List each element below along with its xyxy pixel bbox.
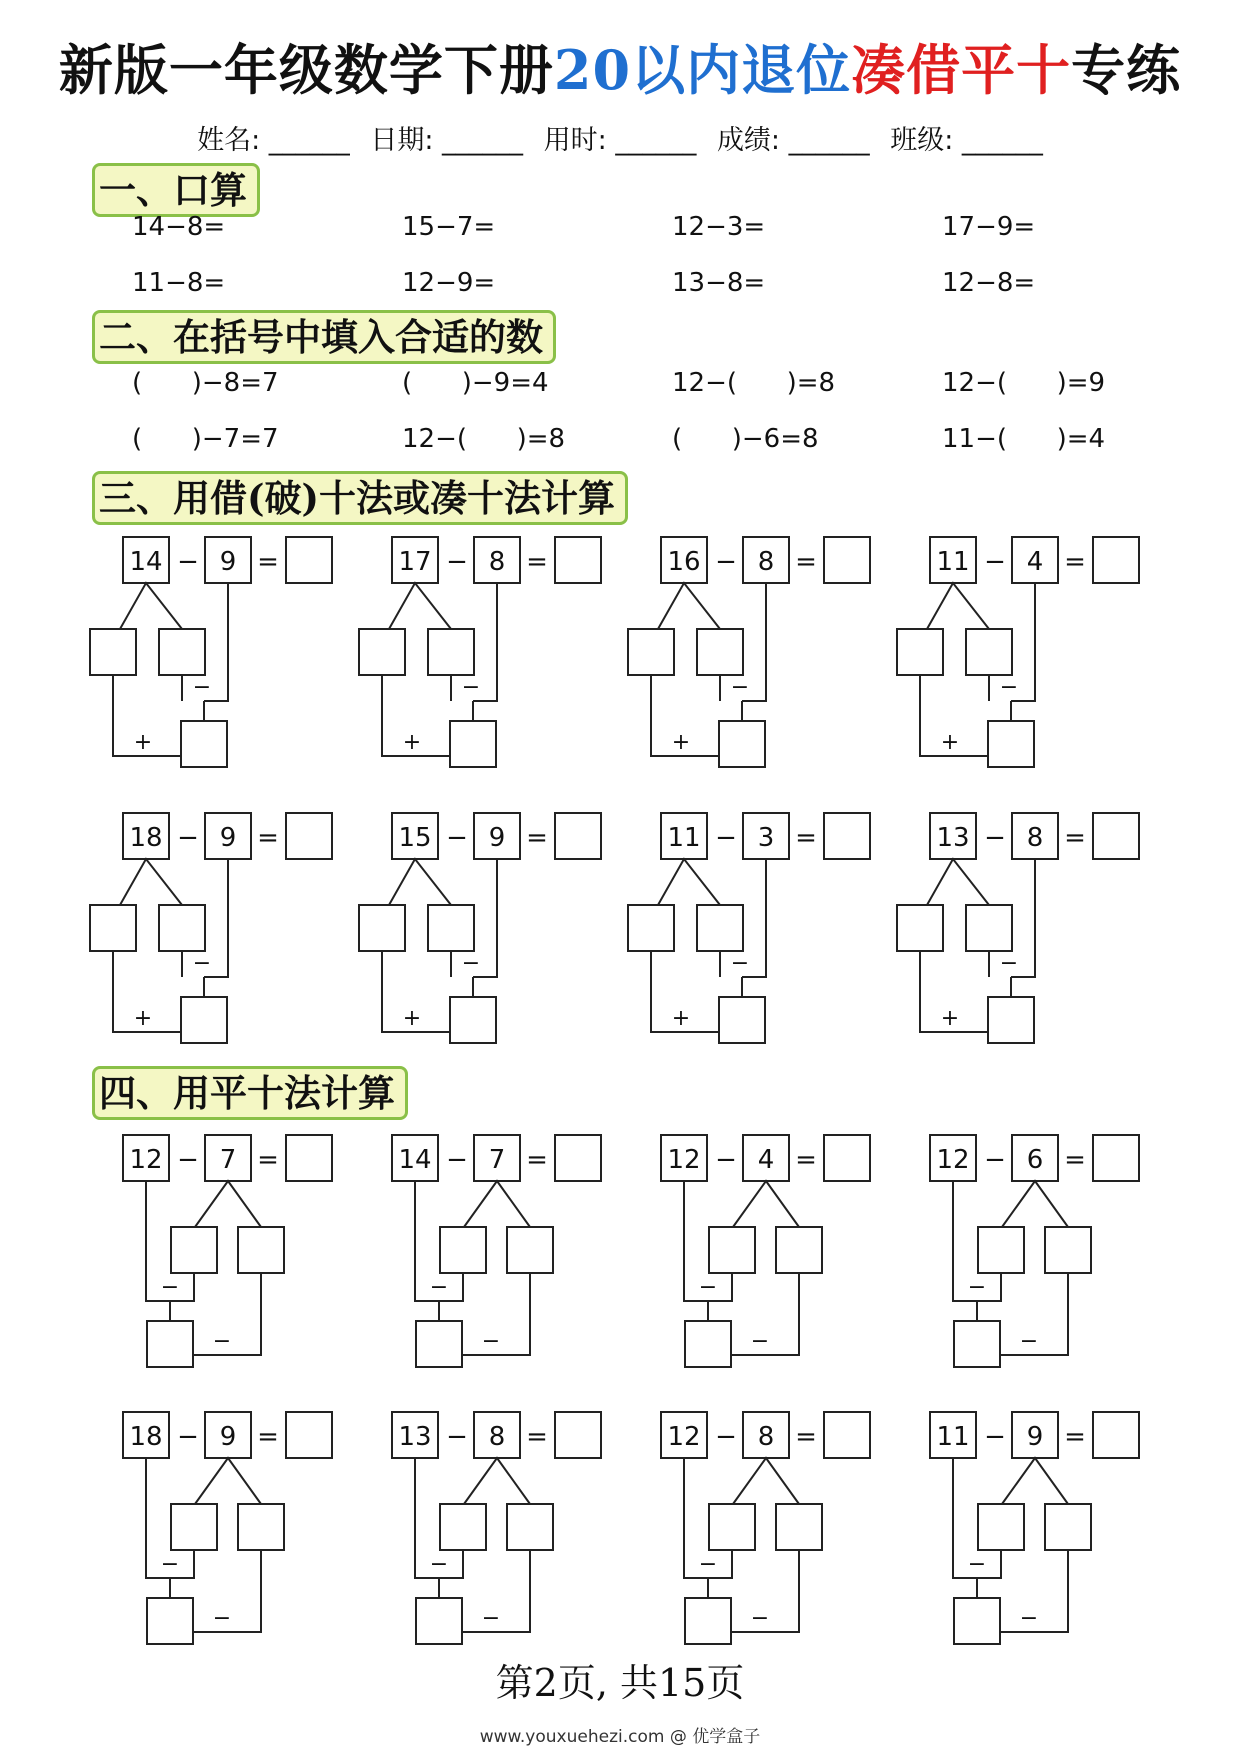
oral-question: 13−8= xyxy=(672,268,766,298)
split-box-right[interactable] xyxy=(697,629,743,675)
plus-sign: + xyxy=(133,1006,153,1031)
equals-sign: = xyxy=(795,1422,817,1452)
oral-question: 12−9= xyxy=(402,268,496,298)
minus-sign: − xyxy=(698,1275,718,1300)
subtrahend-number: 7 xyxy=(219,1145,237,1175)
plus-sign: + xyxy=(671,1006,691,1031)
intermediate-box[interactable] xyxy=(954,1598,1000,1644)
minus-sign: − xyxy=(461,951,481,976)
minus-sign: − xyxy=(212,1606,232,1631)
subtrahend-number: 8 xyxy=(1026,823,1044,853)
split-box-left[interactable] xyxy=(359,905,405,951)
fill-question: ( )−7=7 xyxy=(132,424,279,454)
split-box-right[interactable] xyxy=(1045,1504,1091,1550)
split-lines xyxy=(733,1458,799,1504)
minus-sign: − xyxy=(429,1275,449,1300)
equals-sign: = xyxy=(795,547,817,577)
plus-sign: + xyxy=(133,730,153,755)
info-score: 成绩: ______ xyxy=(716,125,870,156)
intermediate-box[interactable] xyxy=(685,1598,731,1644)
minus-sign: − xyxy=(212,1329,232,1354)
minuend-number: 12 xyxy=(667,1422,701,1452)
split-lines xyxy=(195,1181,261,1227)
section1-heading: 一、口算 xyxy=(92,163,260,217)
equals-sign: = xyxy=(257,1422,279,1452)
section3-heading: 三、用借(破)十法或凑十法计算 xyxy=(92,471,628,525)
minus-sign: − xyxy=(715,547,737,577)
answer-box[interactable] xyxy=(824,1135,870,1181)
fill-question: 12−( )=8 xyxy=(402,424,566,454)
minuend-number: 11 xyxy=(667,823,701,853)
intermediate-box[interactable] xyxy=(147,1321,193,1367)
minuend-number: 11 xyxy=(936,547,970,577)
answer-box[interactable] xyxy=(555,537,601,583)
title-part2: 20以内退位 xyxy=(553,38,852,102)
split-box-left[interactable] xyxy=(359,629,405,675)
intermediate-box[interactable] xyxy=(450,997,496,1043)
plus-sign: + xyxy=(940,730,960,755)
intermediate-box[interactable] xyxy=(416,1598,462,1644)
intermediate-box[interactable] xyxy=(147,1598,193,1644)
minus-sign: − xyxy=(984,1422,1006,1452)
intermediate-box[interactable] xyxy=(416,1321,462,1367)
site-credit: www.youxuehezi.com @ 优学盒子 xyxy=(479,1727,761,1747)
fill-question: ( )−8=7 xyxy=(132,368,279,398)
minuend-number: 12 xyxy=(667,1145,701,1175)
answer-box[interactable] xyxy=(286,1135,332,1181)
info-date: 日期: ______ xyxy=(370,125,524,156)
minus-sign: − xyxy=(177,547,199,577)
split-box-right[interactable] xyxy=(1045,1227,1091,1273)
answer-box[interactable] xyxy=(824,537,870,583)
subtrahend-number: 9 xyxy=(1026,1422,1044,1452)
minus-sign: − xyxy=(192,951,212,976)
minus-sign: − xyxy=(177,823,199,853)
answer-box[interactable] xyxy=(555,813,601,859)
equals-sign: = xyxy=(1064,1422,1086,1452)
fill-question: 11−( )=4 xyxy=(942,424,1106,454)
split-box-right[interactable] xyxy=(966,629,1012,675)
minuend-number: 12 xyxy=(129,1145,163,1175)
info-name: 姓名: ______ xyxy=(197,125,350,156)
split-box-left[interactable] xyxy=(897,629,943,675)
equals-sign: = xyxy=(526,547,548,577)
minus-sign: − xyxy=(160,1275,180,1300)
split-box-left[interactable] xyxy=(171,1227,217,1273)
oral-question: 11−8= xyxy=(132,268,226,298)
equals-sign: = xyxy=(257,547,279,577)
minuend-number: 14 xyxy=(129,547,163,577)
answer-box[interactable] xyxy=(1093,537,1139,583)
split-box-left[interactable] xyxy=(897,905,943,951)
minus-sign: − xyxy=(160,1552,180,1577)
split-lines xyxy=(464,1458,530,1504)
equals-sign: = xyxy=(526,1422,548,1452)
split-lines xyxy=(389,583,451,629)
subtrahend-number: 4 xyxy=(757,1145,775,1175)
minus-sign: − xyxy=(999,951,1019,976)
intermediate-box[interactable] xyxy=(988,721,1034,767)
subtrahend-number: 9 xyxy=(219,1422,237,1452)
minuend-number: 14 xyxy=(398,1145,432,1175)
answer-box[interactable] xyxy=(1093,1412,1139,1458)
intermediate-box[interactable] xyxy=(450,721,496,767)
fill-question: ( )−6=8 xyxy=(672,424,819,454)
minus-sign: − xyxy=(481,1329,501,1354)
section4-heading: 四、用平十法计算 xyxy=(92,1066,408,1120)
split-box-right[interactable] xyxy=(159,629,205,675)
subtrahend-number: 8 xyxy=(757,547,775,577)
equals-sign: = xyxy=(526,1145,548,1175)
minuend-number: 15 xyxy=(398,823,432,853)
minus-sign: − xyxy=(967,1275,987,1300)
answer-box[interactable] xyxy=(286,813,332,859)
minus-sign: − xyxy=(446,1145,468,1175)
intermediate-box[interactable] xyxy=(988,997,1034,1043)
minus-sign: − xyxy=(750,1606,770,1631)
split-box-left[interactable] xyxy=(90,905,136,951)
split-box-right[interactable] xyxy=(966,905,1012,951)
minuend-number: 16 xyxy=(667,547,701,577)
minus-sign: − xyxy=(1019,1329,1039,1354)
answer-box[interactable] xyxy=(1093,813,1139,859)
minus-sign: − xyxy=(984,823,1006,853)
minus-sign: − xyxy=(446,1422,468,1452)
minus-sign: − xyxy=(999,675,1019,700)
minus-sign: − xyxy=(698,1552,718,1577)
split-box-right[interactable] xyxy=(697,905,743,951)
minus-sign: − xyxy=(177,1422,199,1452)
subtrahend-number: 9 xyxy=(488,823,506,853)
minuend-number: 13 xyxy=(936,823,970,853)
oral-question: 15−7= xyxy=(402,212,496,242)
title-part4: 专练 xyxy=(1071,38,1182,102)
equals-sign: = xyxy=(526,823,548,853)
subtrahend-number: 6 xyxy=(1026,1145,1044,1175)
intermediate-box[interactable] xyxy=(954,1321,1000,1367)
minuend-number: 12 xyxy=(936,1145,970,1175)
intermediate-box[interactable] xyxy=(181,721,227,767)
oral-question: 12−8= xyxy=(942,268,1036,298)
split-box-right[interactable] xyxy=(507,1227,553,1273)
split-lines xyxy=(658,583,720,629)
split-box-right[interactable] xyxy=(238,1227,284,1273)
equals-sign: = xyxy=(257,1145,279,1175)
split-box-left[interactable] xyxy=(709,1227,755,1273)
minus-sign: − xyxy=(1019,1606,1039,1631)
equals-sign: = xyxy=(1064,1145,1086,1175)
plus-sign: + xyxy=(671,730,691,755)
split-box-right[interactable] xyxy=(507,1504,553,1550)
subtrahend-number: 9 xyxy=(219,823,237,853)
split-box-left[interactable] xyxy=(628,629,674,675)
subtrahend-number: 8 xyxy=(757,1422,775,1452)
minus-sign: − xyxy=(481,1606,501,1631)
answer-box[interactable] xyxy=(286,537,332,583)
split-box-left[interactable] xyxy=(90,629,136,675)
minuend-number: 17 xyxy=(398,547,432,577)
minuend-number: 18 xyxy=(129,1422,163,1452)
minus-sign: − xyxy=(446,823,468,853)
fill-question: ( )−9=4 xyxy=(402,368,549,398)
equals-sign: = xyxy=(1064,823,1086,853)
split-lines xyxy=(195,1458,261,1504)
plus-sign: + xyxy=(940,1006,960,1031)
minus-sign: − xyxy=(446,547,468,577)
split-box-left[interactable] xyxy=(171,1504,217,1550)
split-lines xyxy=(733,1181,799,1227)
split-box-right[interactable] xyxy=(776,1504,822,1550)
title-part1: 新版一年级数学下册 xyxy=(58,38,554,102)
answer-box[interactable] xyxy=(555,1412,601,1458)
intermediate-box[interactable] xyxy=(719,721,765,767)
minus-sign: − xyxy=(461,675,481,700)
minus-sign: − xyxy=(429,1552,449,1577)
split-lines xyxy=(927,859,989,905)
split-box-right[interactable] xyxy=(428,905,474,951)
minus-sign: − xyxy=(750,1329,770,1354)
split-box-left[interactable] xyxy=(440,1227,486,1273)
oral-question: 12−3= xyxy=(672,212,766,242)
info-time: 用时: ______ xyxy=(543,125,697,156)
subtrahend-number: 4 xyxy=(1026,547,1044,577)
split-lines xyxy=(927,583,989,629)
minus-sign: − xyxy=(730,951,750,976)
fill-question: 12−( )=8 xyxy=(672,368,836,398)
minuend-number: 13 xyxy=(398,1422,432,1452)
equals-sign: = xyxy=(257,823,279,853)
info-class: 班级: ______ xyxy=(890,125,1043,156)
split-box-left[interactable] xyxy=(628,905,674,951)
minus-sign: − xyxy=(967,1552,987,1577)
intermediate-box[interactable] xyxy=(719,997,765,1043)
minus-sign: − xyxy=(984,1145,1006,1175)
split-lines xyxy=(1002,1458,1068,1504)
subtrahend-number: 7 xyxy=(488,1145,506,1175)
subtrahend-number: 8 xyxy=(488,1422,506,1452)
subtrahend-number: 9 xyxy=(219,547,237,577)
minus-sign: − xyxy=(984,547,1006,577)
minus-sign: − xyxy=(177,1145,199,1175)
minus-sign: − xyxy=(192,675,212,700)
answer-box[interactable] xyxy=(1093,1135,1139,1181)
subtrahend-number: 3 xyxy=(757,823,775,853)
split-box-left[interactable] xyxy=(709,1504,755,1550)
split-lines xyxy=(120,859,182,905)
split-box-left[interactable] xyxy=(978,1227,1024,1273)
split-box-right[interactable] xyxy=(238,1504,284,1550)
split-lines xyxy=(1002,1181,1068,1227)
equals-sign: = xyxy=(795,823,817,853)
intermediate-box[interactable] xyxy=(181,997,227,1043)
subtrahend-number: 8 xyxy=(488,547,506,577)
oral-question: 14−8= xyxy=(132,212,226,242)
minus-sign: − xyxy=(730,675,750,700)
minuend-number: 11 xyxy=(936,1422,970,1452)
split-box-left[interactable] xyxy=(440,1504,486,1550)
equals-sign: = xyxy=(1064,547,1086,577)
minus-sign: − xyxy=(715,1422,737,1452)
split-lines xyxy=(464,1181,530,1227)
split-box-left[interactable] xyxy=(978,1504,1024,1550)
plus-sign: + xyxy=(402,1006,422,1031)
page-footer: 第2页, 共15页 xyxy=(495,1661,745,1705)
answer-box[interactable] xyxy=(555,1135,601,1181)
section2-heading: 二、在括号中填入合适的数 xyxy=(92,310,556,364)
equals-sign: = xyxy=(795,1145,817,1175)
split-box-right[interactable] xyxy=(428,629,474,675)
answer-box[interactable] xyxy=(824,813,870,859)
split-lines xyxy=(658,859,720,905)
answer-box[interactable] xyxy=(824,1412,870,1458)
split-box-right[interactable] xyxy=(776,1227,822,1273)
title-part3: 凑借平十 xyxy=(851,38,1072,102)
minuend-number: 18 xyxy=(129,823,163,853)
split-lines xyxy=(389,859,451,905)
minus-sign: − xyxy=(715,823,737,853)
minus-sign: − xyxy=(715,1145,737,1175)
intermediate-box[interactable] xyxy=(685,1321,731,1367)
fill-question: 12−( )=9 xyxy=(942,368,1106,398)
answer-box[interactable] xyxy=(286,1412,332,1458)
plus-sign: + xyxy=(402,730,422,755)
oral-question: 17−9= xyxy=(942,212,1036,242)
split-box-right[interactable] xyxy=(159,905,205,951)
split-lines xyxy=(120,583,182,629)
